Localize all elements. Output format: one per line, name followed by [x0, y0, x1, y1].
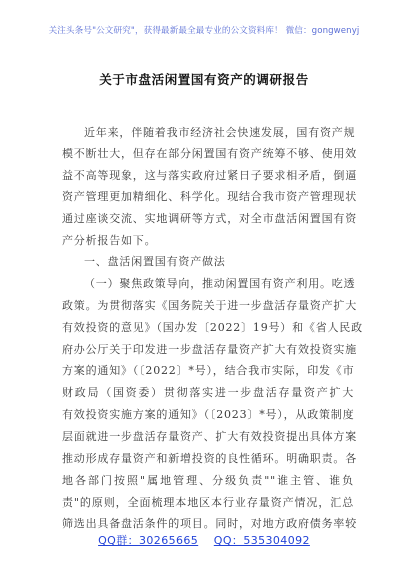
document-title: 关于市盘活闲置国有资产的调研报告: [99, 72, 309, 87]
footer-contact: [0, 532, 408, 548]
body-line: 政策。为贯彻落实《国务院关于进一步盘活存量资产扩大: [62, 299, 357, 312]
body-line: 地各部门按照"属地管理、分级负责""谁主管、谁负: [62, 474, 354, 487]
body-line: 财政局（国资委）贯彻落实进一步盘活存量资产扩大: [62, 386, 354, 399]
body-line: 层面就进一步盘活存量资产、扩大有效投资提出具体方案: [62, 430, 357, 443]
body-line: 近年来，伴随着我市经济社会快速发展，国有资产规: [84, 126, 356, 139]
body-line: 方案的通知》（〔2022〕*号），结合我市实际，印发《市: [62, 364, 355, 377]
body-line: 资产管理更加精细化、科学化。现结合我市资产管理现状: [62, 190, 357, 203]
body-line: 模不断壮大，但存在部分闲置国有资产统筹不够、使用效: [62, 147, 357, 160]
body-line: （一）聚焦政策导向，推动闲置国有资产利用。吃透: [84, 277, 356, 290]
qq-contact-label: QQ：535304092: [213, 534, 310, 547]
body-line: 有效投资实施方案的通知》（〔2023〕*号），从政策制度: [62, 408, 355, 421]
qq-group-label: QQ群：30265665: [98, 534, 199, 547]
body-line: 府办公厅关于印发进一步盘活存量资产扩大有效投资实施: [62, 343, 357, 356]
body-line: 益不高等现象，这与落实政府过紧日子要求相矛盾，倒逼: [62, 169, 357, 182]
body-line: 推动形成存量资产和新增投资的良性循环。明确职责。各: [62, 452, 357, 465]
body-line: 筛选出具备盘活条件的项目。同时，对地方政府债务率较: [62, 517, 357, 530]
header-promo-note: 关注头条号"公文研究"，获得最新最全最专业的公文资料库！ 微信：gongwenyj: [48, 26, 360, 36]
body-line: 通过座谈交流、实地调研等方式，对全市盘活闲置国有资: [62, 212, 357, 225]
body-line: 产分析报告如下。: [62, 234, 157, 247]
body-line: 有效投资的意见》（国办发〔2022〕19号）和《省人民政: [62, 321, 363, 334]
body-line: 一、盘活闲置国有资产做法: [84, 255, 226, 268]
body-line: 责"的原则，全面梳理本地区本行业存量资产情况，汇总: [62, 496, 354, 509]
